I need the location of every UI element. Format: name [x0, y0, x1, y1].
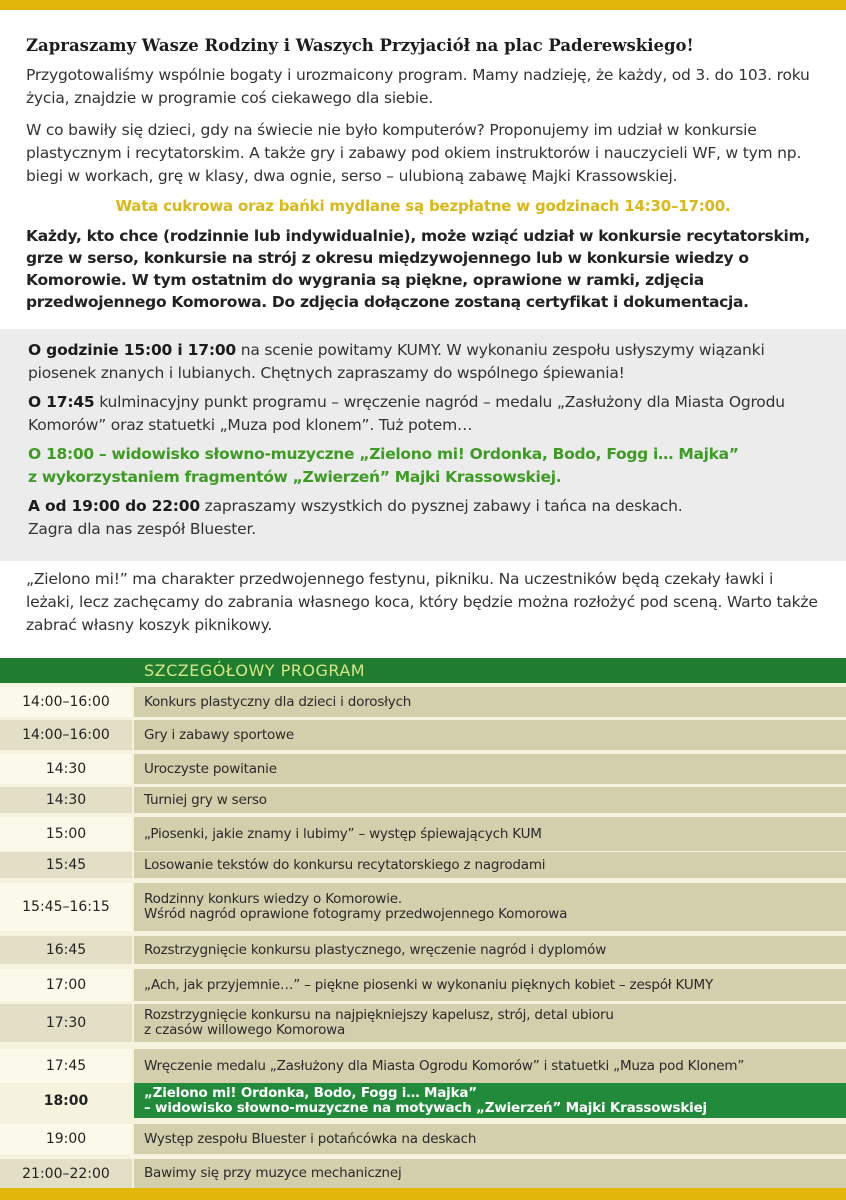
schedule-table	[0, 683, 846, 1188]
schedule-description	[134, 1049, 846, 1083]
schedule-description	[134, 852, 846, 878]
schedule-time: 19:00	[0, 1124, 132, 1154]
schedule-description	[134, 817, 846, 851]
schedule-time: 17:00	[0, 969, 132, 1001]
schedule-description	[134, 687, 846, 717]
schedule-title: SZCZEGÓŁOWY PROGRAM	[144, 661, 366, 680]
schedule-row	[0, 754, 846, 784]
highlights-panel	[0, 329, 846, 561]
schedule-time: 15:00	[0, 817, 132, 851]
schedule-row	[0, 1004, 846, 1042]
schedule-row	[0, 1159, 846, 1188]
outro-paragraph: „Zielono mi!” ma charakter przedwojennego festynu, pikniku. Na uczestników będą czekały ławki i leżaki, lecz zachęcamy do zabrania własnego koca, który będzie można rozłożyć pod sceną. Warto także zabrać własny koszyk piknikowy.	[26, 570, 818, 634]
schedule-description	[134, 720, 846, 750]
outro-section	[26, 568, 820, 637]
schedule-description	[134, 1159, 846, 1188]
schedule-description-line: Turniej gry w serso	[144, 791, 267, 808]
schedule-description	[134, 1083, 846, 1118]
schedule-description-line: Wręczenie medalu „Zasłużony dla Miasta Ogrodu Komorów” i statuetki „Muza pod Klonem”	[144, 1057, 745, 1074]
schedule-row	[0, 1049, 846, 1083]
schedule-description	[134, 936, 846, 964]
schedule-description-line: Uroczyste powitanie	[144, 760, 277, 777]
schedule-time: 17:30	[0, 1004, 132, 1042]
highlight-awards: O 17:45 kulminacyjny punkt programu – wręczenie nagród – medalu „Zasłużony dla Miasta Ogrodu Komorów” oraz statuetki „Muza pod klonem”. Tuż potem…	[28, 393, 785, 434]
schedule-description	[134, 883, 846, 931]
schedule-time: 21:00–22:00	[0, 1159, 132, 1188]
schedule-row	[0, 787, 846, 813]
highlight-kumy: O godzinie 15:00 i 17:00 na scenie powitamy KUMY. W wykonaniu zespołu usłyszymy wiązanki piosenek znanych i lubianych. Chętnych zapraszamy do wspólnego śpiewania!	[28, 341, 765, 382]
schedule-description	[134, 1124, 846, 1154]
schedule-row	[0, 852, 846, 878]
schedule-description-line: „Ach, jak przyjemnie…” – piękne piosenki w wykonaniu pięknych kobiet – zespół KUMY	[144, 976, 714, 993]
schedule-description	[134, 787, 846, 813]
schedule-description-line: Rozstrzygnięcie konkursu plastycznego, wręczenie nagród i dyplomów	[144, 941, 607, 958]
schedule-row	[0, 936, 846, 964]
schedule-row	[0, 817, 846, 851]
schedule-row	[0, 720, 846, 750]
bottom-accent-bar	[0, 1188, 846, 1200]
schedule-description	[134, 1004, 846, 1042]
schedule-description-line: „Zielono mi! Ordonka, Bodo, Fogg i… Majka”	[144, 1084, 477, 1101]
schedule-header	[0, 658, 846, 683]
intro-section	[26, 36, 820, 322]
schedule-time: 14:00–16:00	[0, 720, 132, 750]
schedule-description-line: Rozstrzygnięcie konkursu na najpiękniejszy kapelusz, strój, detal ubioru	[144, 1007, 614, 1023]
schedule-description-line: Występ zespołu Bluester i potańcówka na deskach	[144, 1130, 477, 1147]
schedule-description-line: – widowisko słowno-muzyczne na motywach „Zwierzeń” Majki Krassowskiej	[144, 1099, 707, 1116]
contest-info: Każdy, kto chce (rodzinnie lub indywidualnie), może wziąć udział w konkursie recytatorskim, grze w serso, konkursie na strój z okresu międzywojennego lub w konkursie wiedzy o Komorowie. W tym ostatnim do wygrania są piękne, oprawione w ramki, zdjęcia przedwojennego Komorowa. Do zdjęcia dołączone zostaną certyfikat i dokumentacja.	[26, 227, 810, 311]
schedule-description	[134, 754, 846, 784]
schedule-description-line: „Piosenki, jakie znamy i lubimy” – występ śpiewających KUM	[144, 825, 542, 842]
schedule-time: 15:45	[0, 852, 132, 878]
schedule-time: 14:00–16:00	[0, 687, 132, 717]
schedule-time: 18:00	[0, 1083, 132, 1118]
schedule-description	[134, 969, 846, 1001]
schedule-description-line: Rodzinny konkurs wiedzy o Komorowie.	[144, 891, 402, 907]
schedule-row	[0, 1083, 846, 1118]
schedule-description-line: Bawimy się przy muzyce mechanicznej	[144, 1165, 402, 1181]
intro-paragraph-2: W co bawiły się dzieci, gdy na świecie nie było komputerów? Proponujemy im udział w konkursie plastycznym i recytatorskim. A także gry i zabawy pod okiem instruktorów i nauczycieli WF, w tym np. biegi w workach, grę w klasy, dwa ognie, serso – ulubioną zabawę Majki Krassowskiej.	[26, 121, 802, 185]
top-accent-bar	[0, 0, 846, 10]
schedule-row	[0, 1124, 846, 1154]
schedule-time: 17:45	[0, 1049, 132, 1083]
schedule-description-line: Wśród nagród oprawione fotogramy przedwojennego Komorowa	[144, 906, 568, 922]
schedule-row	[0, 883, 846, 931]
schedule-description-line: Losowanie tekstów do konkursu recytatorskiego z nagrodami	[144, 856, 546, 873]
highlight-show: O 18:00 – widowisko słowno-muzyczne „Zielono mi! Ordonka, Bodo, Fogg i… Majka” z wykorzystaniem fragmentów „Zwierzeń” Majki Krassowskiej.	[28, 445, 739, 486]
schedule-description-line: Gry i zabawy sportowe	[144, 726, 294, 743]
schedule-row	[0, 969, 846, 1001]
intro-heading: Zapraszamy Wasze Rodziny i Waszych Przyjaciół na plac Paderewskiego!	[26, 36, 694, 55]
free-offer-note: Wata cukrowa oraz bańki mydlane są bezpłatne w godzinach 14:30–17:00.	[115, 197, 731, 215]
schedule-description-line: Konkurs plastyczny dla dzieci i dorosłych	[144, 693, 412, 710]
schedule-row	[0, 687, 846, 717]
schedule-time: 14:30	[0, 754, 132, 784]
intro-paragraph-1: Przygotowaliśmy wspólnie bogaty i urozmaicony program. Mamy nadzieję, że każdy, od 3. do 103. roku życia, znajdzie w programie coś ciekawego dla siebie.	[26, 66, 810, 107]
highlight-dance: A od 19:00 do 22:00 zapraszamy wszystkich do pysznej zabawy i tańca na deskach. Zagra dla nas zespół Bluester.	[28, 497, 683, 538]
schedule-description-line: z czasów willowego Komorowa	[144, 1022, 346, 1038]
schedule-time: 16:45	[0, 936, 132, 964]
schedule-time: 15:45–16:15	[0, 883, 132, 931]
schedule-time: 14:30	[0, 787, 132, 813]
